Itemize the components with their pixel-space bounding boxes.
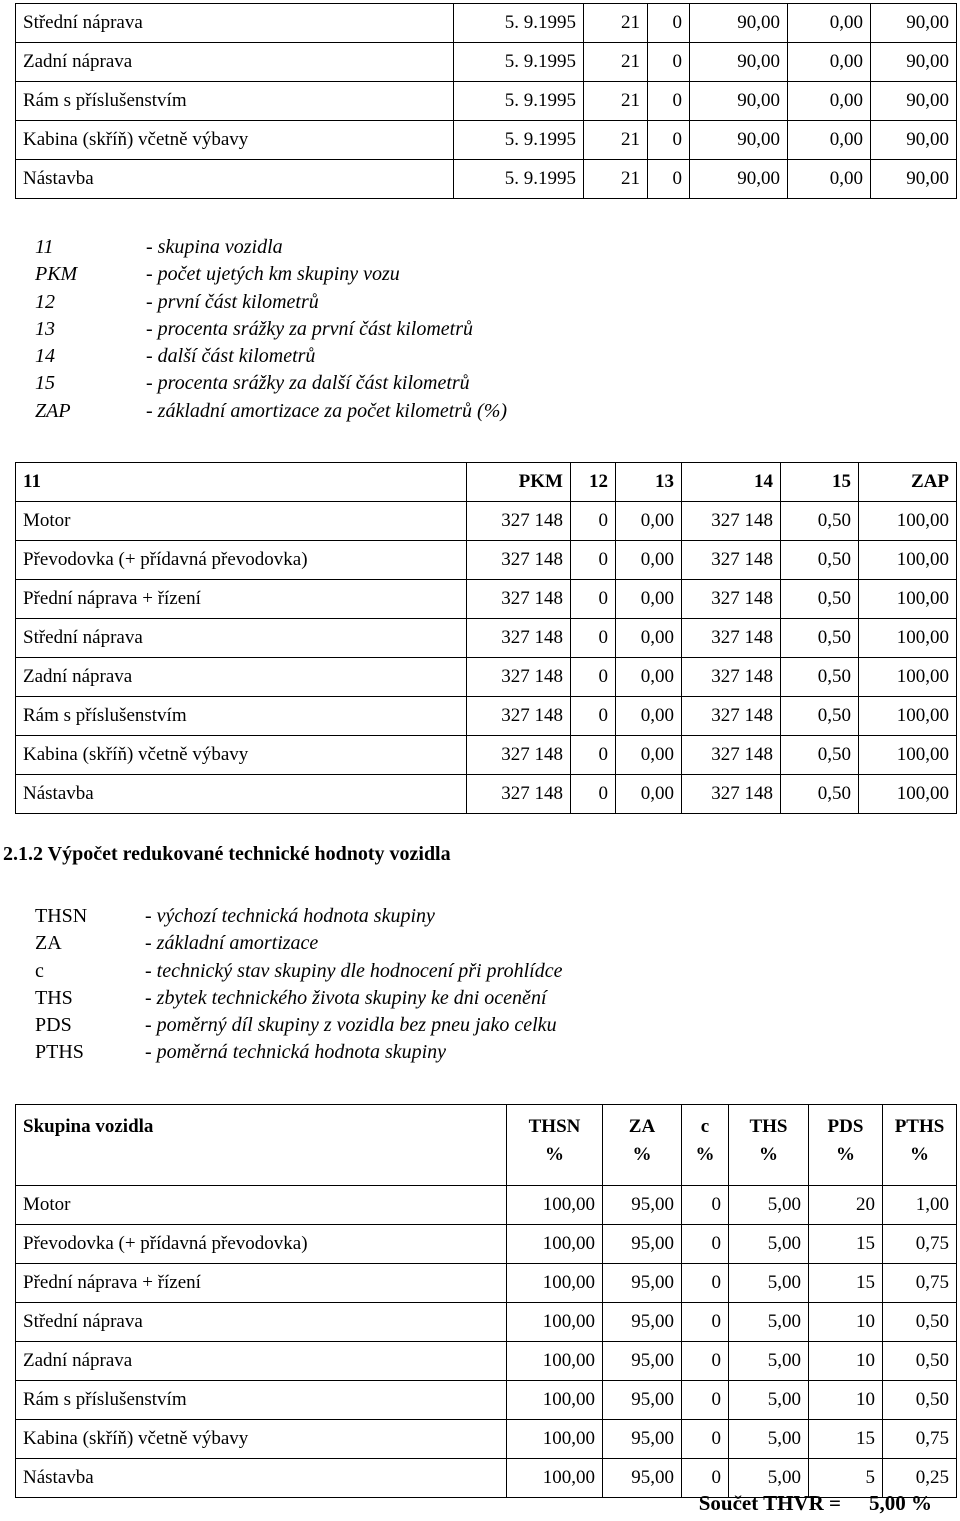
table-cell: 0,00 [616,541,682,580]
table-cell: 1,00 [883,1186,957,1225]
table-cell: 21 [584,82,648,121]
table-cell: 0,50 [781,619,859,658]
row-label: Střední náprava [16,619,467,658]
column-header [809,1105,883,1186]
table-cell: 95,00 [603,1225,682,1264]
table-cell: 100,00 [507,1420,603,1459]
column-header-name: ZA [628,1116,656,1137]
table-cell: 0,00 [788,4,871,43]
legend-description: - výchozí technická hodnota skupiny [145,905,435,927]
table-cell: 0 [571,502,616,541]
table-cell: 327 148 [467,502,571,541]
table-cell: 0 [648,121,690,160]
column-header-name: THSN [528,1116,581,1137]
legend-description: - poměrný díl skupiny z vozidla bez pneu jako celku [145,1014,557,1037]
table-cell: 100,00 [859,658,957,697]
table-cell: 327 148 [682,697,781,736]
table-cell: 0,50 [781,736,859,775]
table-row [16,619,957,658]
table-cell: 21 [584,4,648,43]
table-row [16,580,957,619]
table-cell: 90,00 [690,82,788,121]
table-cell: 15 [809,1264,883,1303]
table-row [16,1420,957,1459]
table-cell: 0 [648,82,690,121]
column-header-name: c [700,1116,710,1137]
total-thvr [699,1491,932,1516]
table-cell: 0,25 [883,1459,957,1498]
table-cell: 0,50 [781,502,859,541]
legend-key: THSN [35,905,88,927]
table-cell: 21 [584,43,648,82]
row-label: Rám s příslušenstvím [16,697,467,736]
legend-description: - skupina vozidla [146,236,283,258]
table-cell: 5,00 [729,1381,809,1420]
table-cell: 0 [648,4,690,43]
table-cell: 0,50 [781,658,859,697]
legend-row [35,930,562,957]
table-cell: 10 [809,1342,883,1381]
row-label: Motor [16,502,467,541]
column-header-name: Skupina vozidla [23,1116,154,1137]
table-cell: 327 148 [682,736,781,775]
legend-key: PKM [35,263,78,286]
legend-row [35,370,507,397]
table-cell: 5,00 [729,1420,809,1459]
table-row [16,1225,957,1264]
legend-description: - procenta srážky za další část kilometrů [146,372,470,395]
table-cell: 95,00 [603,1459,682,1498]
row-label: Kabina (skříň) včetně výbavy [16,1420,507,1459]
legend-description: - poměrná technická hodnota skupiny [145,1041,447,1064]
table-row [16,736,957,775]
table-row [16,82,957,121]
table-cell: 0 [682,1459,729,1498]
column-header-unit: % [695,1144,715,1165]
section-heading: 2.1.2 Výpočet redukované technické hodnoty vozidla [3,843,451,865]
table-cell: 0,00 [616,697,682,736]
table-cell: 327 148 [467,775,571,814]
column-header-name: PDS [827,1116,864,1137]
table-cell: 327 148 [467,580,571,619]
column-header [507,1105,603,1186]
legend-row [35,234,507,261]
table-row [16,502,957,541]
legend-row [35,958,562,985]
legend-row [35,985,562,1012]
legend-row [35,261,507,288]
table-cell: 0 [682,1186,729,1225]
table-cell: 100,00 [859,541,957,580]
table-cell: 0,50 [883,1342,957,1381]
column-header: 13 [616,463,682,502]
technical-value-table [15,1104,957,1498]
table-cell: 0 [682,1303,729,1342]
table-row [16,775,957,814]
column-header [682,1105,729,1186]
table-row [16,1186,957,1225]
column-header-name: PTHS [894,1116,945,1137]
column-header [16,1105,507,1186]
legend-key: THS [35,986,73,1009]
table-cell: 100,00 [859,619,957,658]
table-cell: 95,00 [603,1186,682,1225]
table-cell: 0,00 [788,82,871,121]
column-header-unit: % [836,1144,855,1165]
table-cell: 100,00 [507,1381,603,1420]
column-header-unit: % [759,1144,778,1165]
table-cell: 100,00 [859,736,957,775]
table-cell: 0 [682,1264,729,1303]
table-cell: 0 [571,580,616,619]
column-header: 14 [682,463,781,502]
table-row [16,1381,957,1420]
table-cell: 5. 9.1995 [454,43,584,82]
table-cell: 0,00 [616,658,682,697]
legend-description: - zbytek technického života skupiny ke dni ocenění [145,986,547,1009]
table-cell: 95,00 [603,1420,682,1459]
column-header: 11 [16,463,467,502]
table-cell: 100,00 [859,697,957,736]
legend-key: 12 [35,290,55,313]
table-cell: 5,00 [729,1459,809,1498]
table-cell: 5. 9.1995 [454,82,584,121]
table-cell: 5,00 [729,1225,809,1264]
row-label: Střední náprava [16,4,454,43]
table-cell: 0,50 [781,775,859,814]
table-cell: 0,50 [781,580,859,619]
column-header: PKM [467,463,571,502]
table-row [16,541,957,580]
legend-key: 11 [35,236,54,258]
table-cell: 0,75 [883,1420,957,1459]
table-cell: 90,00 [871,43,957,82]
legend-row [35,1039,562,1066]
table-row [16,1303,957,1342]
table-cell: 95,00 [603,1342,682,1381]
table-cell: 100,00 [859,775,957,814]
row-label: Zadní náprava [16,658,467,697]
row-label: Zadní náprava [16,43,454,82]
table-cell: 327 148 [467,697,571,736]
column-header [729,1105,809,1186]
legend-key: ZAP [35,399,71,422]
column-header: ZAP [859,463,957,502]
table-cell: 90,00 [690,160,788,199]
row-label: Převodovka (+ přídavná převodovka) [16,1225,507,1264]
table-cell: 0,00 [616,502,682,541]
table-cell: 327 148 [682,502,781,541]
table-cell: 90,00 [690,4,788,43]
table-cell: 90,00 [871,4,957,43]
table-cell: 20 [809,1186,883,1225]
table-cell: 90,00 [871,82,957,121]
table-cell: 0,50 [883,1303,957,1342]
table-cell: 95,00 [603,1381,682,1420]
table-cell: 10 [809,1303,883,1342]
table-cell: 0,50 [781,697,859,736]
legend-key: 15 [35,372,55,395]
table-cell: 5. 9.1995 [454,121,584,160]
table-cell: 0 [571,736,616,775]
row-label: Zadní náprava [16,1342,507,1381]
legend-row [35,398,507,425]
table-row [16,697,957,736]
table-cell: 0 [571,697,616,736]
table-row [16,658,957,697]
table-cell: 0,50 [883,1381,957,1420]
table-cell: 0,00 [616,775,682,814]
table-cell: 327 148 [467,541,571,580]
depreciation-date-table [15,3,957,199]
legend-row [35,343,507,370]
table-cell: 95,00 [603,1264,682,1303]
table-cell: 5,00 [729,1342,809,1381]
table-cell: 0,00 [616,736,682,775]
table-cell: 5. 9.1995 [454,4,584,43]
table-cell: 0 [682,1342,729,1381]
table-header-row [16,463,957,502]
table-row [16,43,957,82]
legend-description: - procenta srážky za první část kilometrů [146,317,473,340]
legend-key: PTHS [35,1041,84,1064]
legend-key: PDS [35,1014,72,1037]
table-cell: 0,75 [883,1264,957,1303]
table-cell: 95,00 [603,1303,682,1342]
row-label: Nástavba [16,775,467,814]
column-header [603,1105,682,1186]
table-cell: 0,00 [788,43,871,82]
legend-description: - základní amortizace [145,932,319,955]
row-label: Přední náprava + řízení [16,1264,507,1303]
total-value: 5,00 % [869,1491,932,1515]
row-label: Motor [16,1186,507,1225]
table-cell: 327 148 [467,736,571,775]
table-cell: 327 148 [682,775,781,814]
column-header: 12 [571,463,616,502]
legend-key: 14 [35,345,55,368]
table-cell: 90,00 [871,121,957,160]
table-cell: 327 148 [682,541,781,580]
table-cell: 90,00 [871,160,957,199]
table-cell: 0,00 [616,619,682,658]
legend-description: - další část kilometrů [146,345,316,368]
table-cell: 90,00 [690,121,788,160]
legend-row [35,316,507,343]
table-cell: 0,50 [781,541,859,580]
row-label: Nástavba [16,1459,507,1498]
table-cell: 100,00 [507,1459,603,1498]
legend-key: 13 [35,317,55,340]
row-label: Nástavba [16,160,454,199]
legend-row [35,1012,562,1039]
table-cell: 0 [571,541,616,580]
table-cell: 327 148 [682,580,781,619]
table-row [16,1342,957,1381]
table-cell: 0 [682,1225,729,1264]
table-cell: 15 [809,1225,883,1264]
legend-row [35,903,562,930]
table-cell: 100,00 [507,1342,603,1381]
table-cell: 100,00 [507,1225,603,1264]
column-header-name: THS [749,1116,788,1137]
table-cell: 5. 9.1995 [454,160,584,199]
table-cell: 0 [648,43,690,82]
table-cell: 327 148 [467,619,571,658]
column-header [883,1105,957,1186]
row-label: Kabina (skříň) včetně výbavy [16,736,467,775]
legend-row [35,289,507,316]
table-cell: 327 148 [682,658,781,697]
table-cell: 0,00 [616,580,682,619]
table-cell: 0 [571,775,616,814]
table-cell: 0 [682,1420,729,1459]
table-cell: 10 [809,1381,883,1420]
table-header-row [16,1105,957,1186]
table-row [16,121,957,160]
legend-description: - technický stav skupiny dle hodnocení při prohlídce [145,959,563,982]
row-label: Rám s příslušenstvím [16,1381,507,1420]
table-cell: 0 [571,619,616,658]
column-header-unit: % [632,1144,652,1165]
table-cell: 327 148 [467,658,571,697]
column-header: 15 [781,463,859,502]
km-depreciation-table [15,462,957,814]
legend-key: c [35,959,44,982]
table-cell: 5,00 [729,1303,809,1342]
total-label: Součet THVR = [698,1491,841,1515]
table-cell: 100,00 [507,1264,603,1303]
table-cell: 0,00 [788,160,871,199]
legend-description: - základní amortizace za počet kilometrů (%) [146,399,508,422]
legend-key: ZA [35,932,62,955]
km-legend [35,234,507,425]
table-cell: 100,00 [859,580,957,619]
row-label: Kabina (skříň) včetně výbavy [16,121,454,160]
table-cell: 100,00 [507,1303,603,1342]
table-cell: 0,00 [788,121,871,160]
table-cell: 327 148 [682,619,781,658]
column-header-unit: % [545,1144,564,1165]
technical-value-legend [35,903,562,1067]
legend-description: - první část kilometrů [146,290,319,313]
table-cell: 15 [809,1420,883,1459]
table-row [16,1264,957,1303]
table-cell: 0 [571,658,616,697]
column-header-unit: % [910,1144,929,1165]
table-cell: 0 [648,160,690,199]
table-cell: 100,00 [859,502,957,541]
table-cell: 5 [809,1459,883,1498]
table-cell: 0 [682,1381,729,1420]
table-cell: 5,00 [729,1186,809,1225]
table-cell: 21 [584,160,648,199]
table-cell: 0,75 [883,1225,957,1264]
table-cell: 5,00 [729,1264,809,1303]
row-label: Přední náprava + řízení [16,580,467,619]
row-label: Rám s příslušenstvím [16,82,454,121]
row-label: Střední náprava [16,1303,507,1342]
row-label: Převodovka (+ přídavná převodovka) [16,541,467,580]
table-cell: 90,00 [690,43,788,82]
table-cell: 21 [584,121,648,160]
table-cell: 100,00 [507,1186,603,1225]
legend-description: - počet ujetých km skupiny vozu [146,263,400,286]
table-row [16,4,957,43]
table-row [16,160,957,199]
